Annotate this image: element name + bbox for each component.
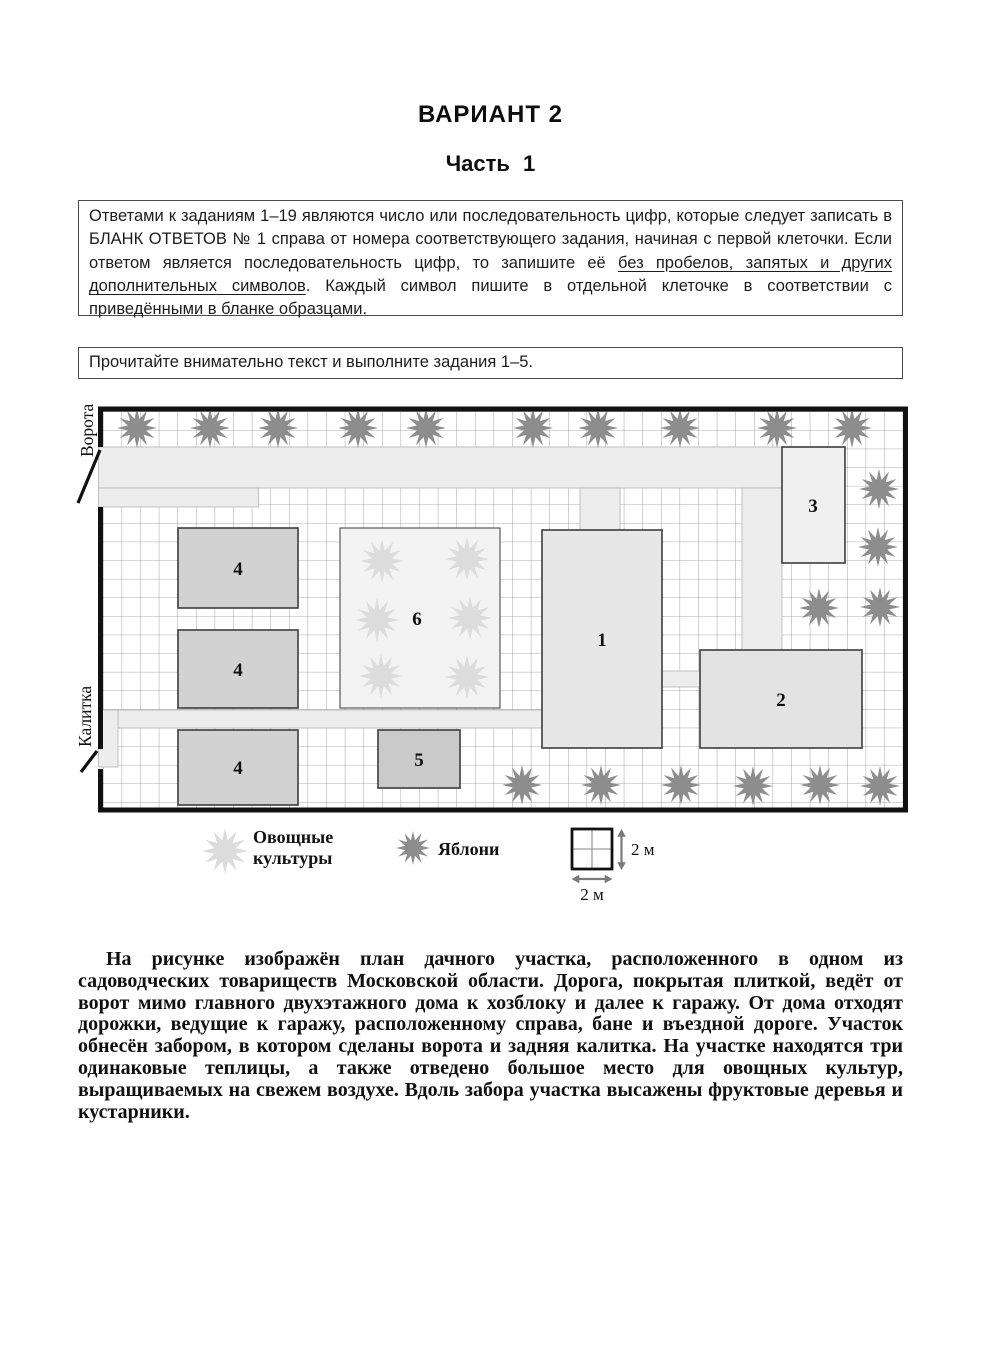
vegetable-legend-label-line1: Овощные: [253, 827, 334, 847]
road-to-garage: [742, 488, 782, 650]
vegetable-area-label: 6: [412, 609, 422, 630]
greenhouse-1-label: 4: [233, 559, 243, 580]
entrance-road-widening: [99, 488, 259, 507]
path-house-to-garage: [662, 671, 700, 687]
shed-label: 3: [808, 496, 818, 517]
vegetable-legend-label-line2: культуры: [253, 848, 333, 868]
instructions-text-after: . Каждый символ пишите в отдельной клеточке в соответствии с приведёнными в бланке образцами.: [89, 276, 892, 319]
greenhouse-3-label: 4: [233, 758, 243, 779]
legend: [202, 827, 655, 904]
plot-description: На рисунке изображён план дачного участка, расположенного в одном из садоводческих товариществ Московской области. Дорога, покрытая плиткой, ведёт от ворот мимо главного двухэтажного дома к хозблоку и далее к гаражу. От дома отходят дорожки, ведущие к гаражу, расположенному справа, бане и въездной дороге. Участок обнесён забором, в котором сделаны ворота и задняя калитка. На участке находятся три одинаковые теплицы, а также отведено большое место для овощных культур, выращиваемых на свежем воздухе. Вдоль забора участка высажены фруктовые деревья и кустарники.: [78, 948, 903, 1123]
gate-label: Ворота: [77, 403, 97, 457]
task-notice-text: Прочитайте внимательно текст и выполните задания 1–5.: [89, 353, 534, 371]
apple-legend-label: Яблони: [438, 839, 500, 859]
wicket-open-mark: [81, 751, 97, 772]
main-road: [99, 447, 783, 488]
page-title: ВАРИАНТ 2: [417, 101, 564, 128]
wicket-label: Калитка: [75, 685, 95, 747]
apple-legend-icon: [396, 831, 430, 865]
scale-vertical-arrow: [617, 829, 626, 870]
garage-label: 2: [776, 690, 786, 711]
scale-vertical-label: 2 м: [631, 840, 655, 859]
instructions-text-before: Ответами к заданиям 1–19 являются число или последовательность цифр, которые следует записать в БЛАНК ОТВЕТОВ № 1 справа от номера соответствующего задания, начиная с первой клеточки. Если ответом является последовательность цифр, то запишите её: [89, 207, 892, 272]
section-title: Часть 1: [445, 151, 536, 176]
scale-horizontal-label: 2 м: [580, 885, 604, 904]
greenhouse-2-label: 4: [233, 660, 243, 681]
path-house-to-wicket: [118, 710, 542, 728]
path-road-to-house: [580, 488, 620, 531]
vegetable-legend-icon: [202, 828, 248, 874]
house-label: 1: [597, 630, 607, 651]
scale-horizontal-arrow: [572, 875, 613, 884]
instructions-text-underlined: без пробелов, запятых и других дополнительных символов: [89, 253, 892, 295]
bathhouse-label: 5: [414, 750, 424, 771]
